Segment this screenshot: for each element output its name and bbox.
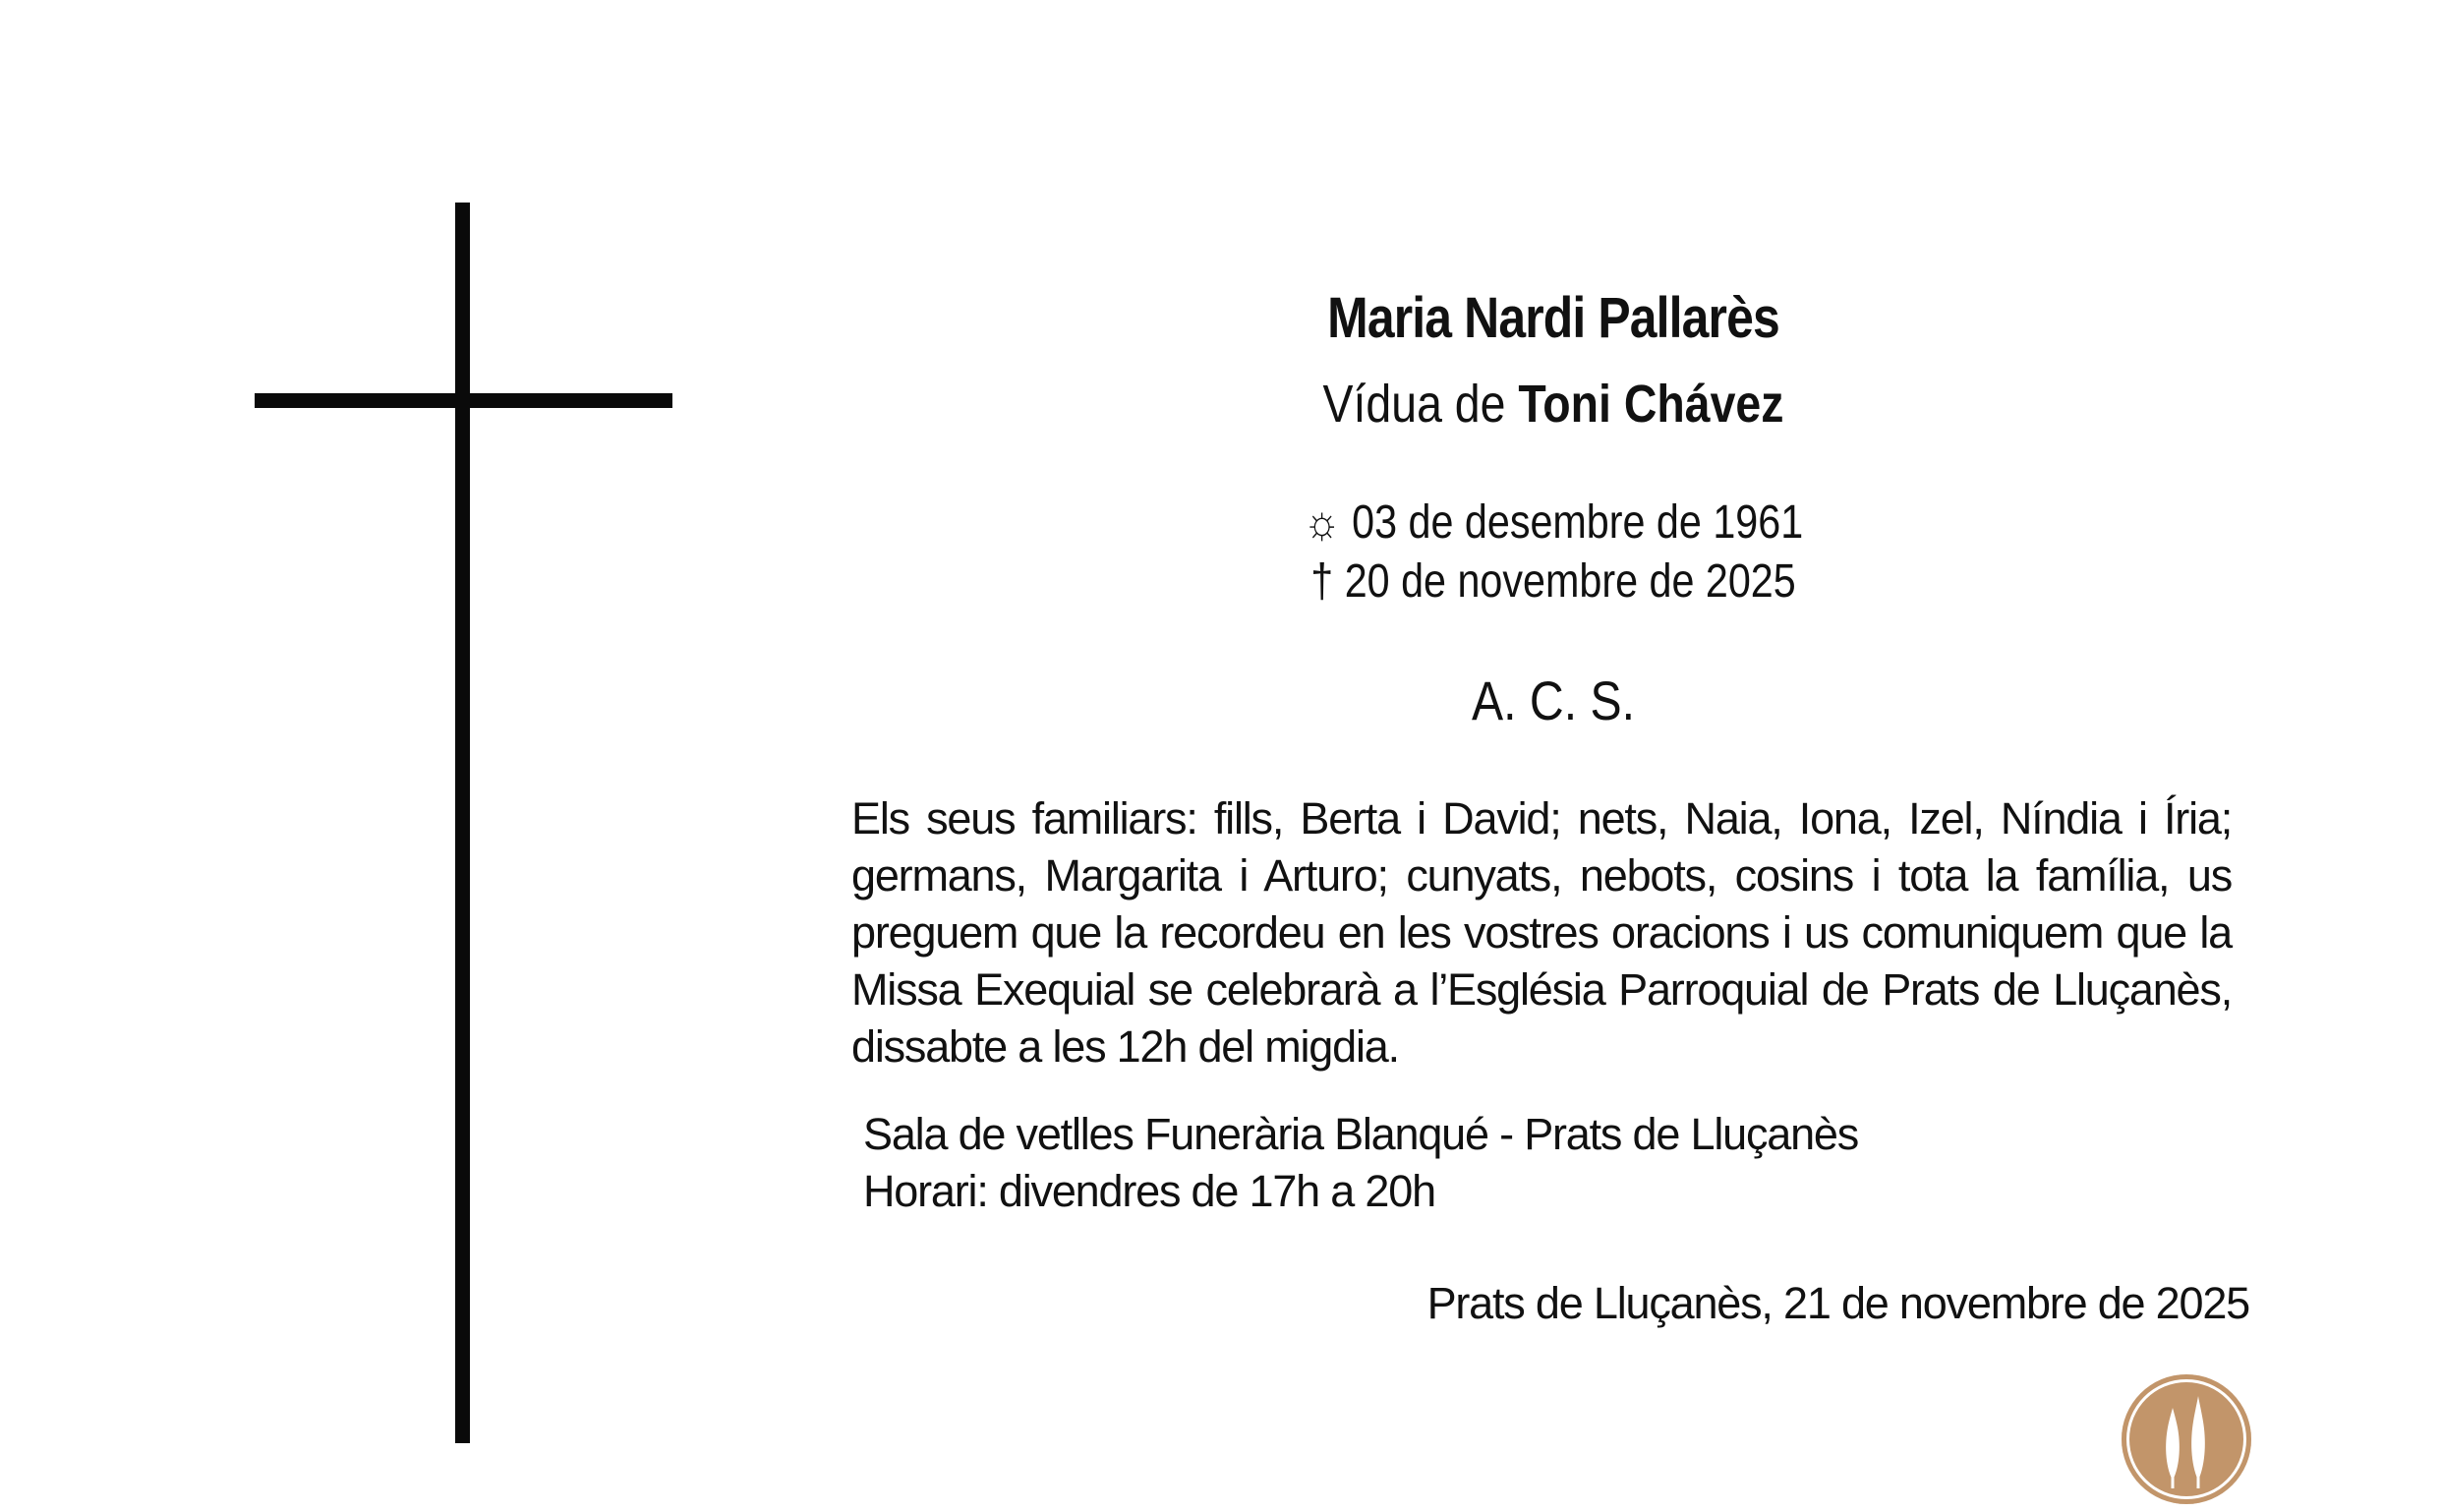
venue-name: Sala de vetlles Funerària Blanqué - Prats de Lluçanès bbox=[863, 1109, 1859, 1159]
cross-icon bbox=[455, 203, 470, 1443]
tree-left bbox=[2166, 1408, 2180, 1481]
trunk-right bbox=[2197, 1477, 2200, 1488]
tree-right bbox=[2191, 1396, 2205, 1481]
trunk-left bbox=[2172, 1477, 2175, 1488]
family-message: Els seus familiars: fills, Berta i David; nets, Naia, Iona, Izel, Níndia i Íria; germans, Margarita i Arturo; cunyats, nebots, cosins i tota la família, us preguem que la recordeu en les vostres oracions i us comuniquem que la Missa Exequial se celebrarà a l’Església Parroquial de Prats de Lluçanès, dissabte a les 12h del migdia. bbox=[851, 793, 2232, 1072]
widow-prefix: Vídua de bbox=[1322, 375, 1506, 434]
logo-graphic bbox=[2122, 1374, 2251, 1504]
acs-text: A. C. S. bbox=[1472, 669, 1635, 731]
birth-date: ☼ 03 de desembre de 1961 bbox=[1303, 496, 1804, 549]
venue-hours: Horari: divendres de 17h a 20h bbox=[863, 1166, 1435, 1216]
place-date: Prats de Lluçanès, 21 de novembre de 2025 bbox=[1426, 1278, 2249, 1328]
deceased-name: Maria Nardi Pallarès bbox=[1327, 286, 1779, 350]
spouse-name: Toni Chávez bbox=[1518, 375, 1784, 434]
cross-icon-bar bbox=[255, 393, 672, 408]
death-date: † 20 de novembre de 2025 bbox=[1310, 555, 1796, 608]
cypress-trees-icon bbox=[2122, 1374, 2251, 1504]
widow-line bbox=[1215, 374, 1891, 435]
